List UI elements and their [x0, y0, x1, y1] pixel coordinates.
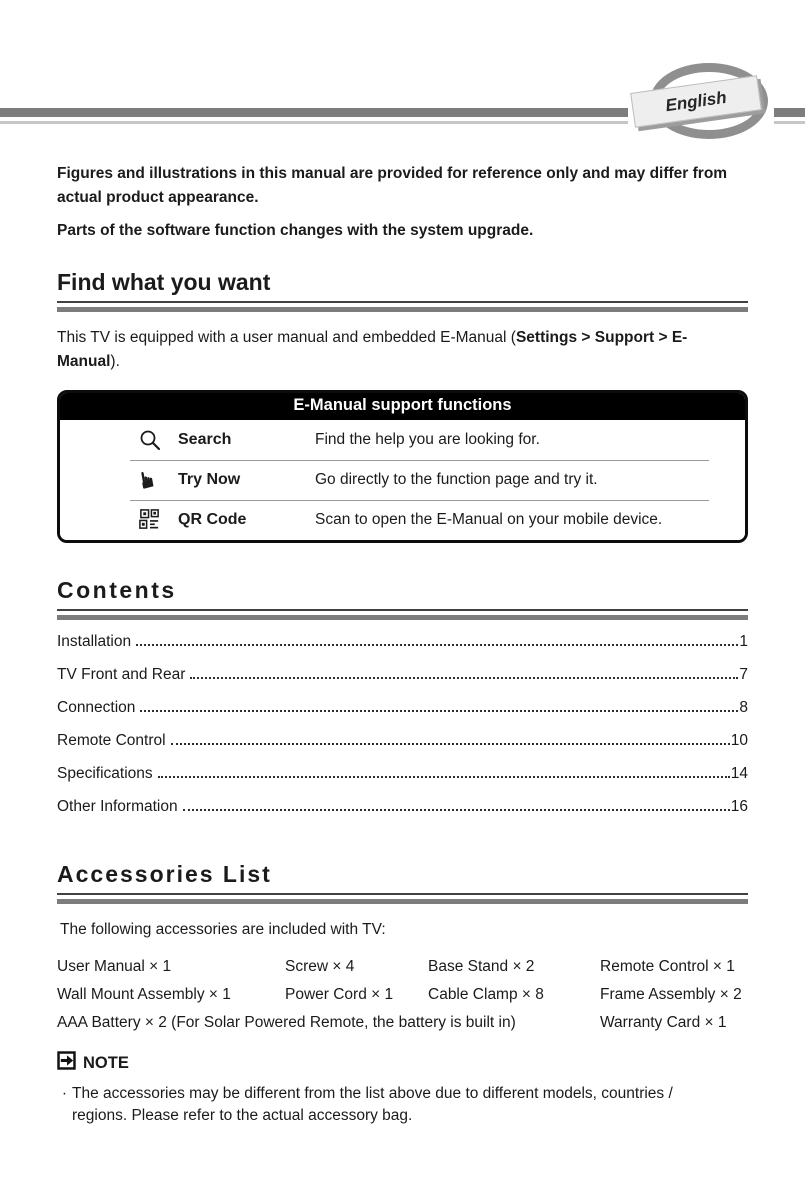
table-row: [60, 460, 745, 500]
accessory-item: User Manual × 1: [57, 958, 172, 975]
section-title-contents: Contents: [57, 576, 177, 603]
toc-entry: [57, 798, 748, 831]
toc-page-number: 1: [739, 632, 748, 650]
accessory-item: Screw × 4: [285, 958, 355, 975]
section-title-accessories-list: Accessories List: [57, 860, 272, 887]
qr-code-icon: [138, 508, 178, 531]
note-title: NOTE: [83, 1053, 129, 1072]
toc-label: Specifications: [57, 764, 153, 782]
toc-page-number: 7: [739, 665, 748, 683]
hand-pointer-icon: ☛: [133, 467, 163, 493]
body-text-bold-path: Settings > Support > E-Manual: [57, 329, 688, 370]
toc-dot-leader: [171, 743, 730, 745]
note-bullet-item: [57, 1083, 748, 1127]
table-row-label: Search: [178, 430, 232, 448]
toc-dot-leader: [190, 677, 738, 679]
accessory-item: Wall Mount Assembly × 1: [57, 986, 231, 1003]
body-text-suffix: ).: [110, 353, 120, 370]
note-block: [57, 1051, 748, 1127]
toc-dot-leader: [136, 644, 738, 646]
accessories-intro: The following accessories are included with TV:: [60, 920, 386, 938]
accessory-item: Frame Assembly × 2: [600, 986, 742, 1003]
toc-entry: [57, 633, 748, 666]
note-text: The accessories may be different from the list above due to different models, countries / regions. Please refer to the actual accessory bag.: [72, 1085, 673, 1124]
intro-block: [57, 162, 748, 243]
heading-rule: [57, 893, 748, 905]
bullet-dot: ·: [61, 1085, 68, 1102]
find-section-body: [57, 326, 748, 374]
heading-rule: [57, 609, 748, 621]
accessory-item: Warranty Card × 1: [600, 1014, 727, 1031]
table-row-label: QR Code: [178, 510, 247, 528]
toc-label: Installation: [57, 632, 132, 650]
table-row: [60, 420, 745, 460]
toc-entry: [57, 732, 748, 765]
toc-page-number: 8: [739, 698, 748, 716]
accessory-item: Cable Clamp × 8: [428, 986, 544, 1003]
accessories-grid: [57, 956, 748, 1034]
table-row-description: Scan to open the E-Manual on your mobile device.: [315, 510, 663, 528]
section-title-find-what-you-want: Find what you want: [57, 269, 271, 295]
note-arrow-box-icon: [57, 1051, 76, 1075]
table-row-description: Go directly to the function page and try it.: [315, 470, 598, 488]
page-content: [57, 0, 748, 1127]
toc-page-number: 10: [730, 731, 748, 749]
toc-page-number: 16: [730, 797, 748, 815]
toc-entry: [57, 699, 748, 732]
badge-label: English: [630, 75, 762, 127]
toc-label: Remote Control: [57, 731, 166, 749]
table-header: E-Manual support functions: [60, 393, 745, 420]
emanual-support-table: [57, 390, 748, 543]
accessory-item: Power Cord × 1: [285, 986, 394, 1003]
toc-label: Other Information: [57, 797, 178, 815]
table-row-description: Find the help you are looking for.: [315, 430, 540, 448]
toc-label: Connection: [57, 698, 136, 716]
accessory-item: AAA Battery × 2 (For Solar Powered Remote, the battery is built in): [57, 1014, 516, 1031]
toc-entry: [57, 765, 748, 798]
table-of-contents: [57, 633, 748, 831]
toc-label: TV Front and Rear: [57, 665, 186, 683]
intro-paragraph-1: Figures and illustrations in this manual are provided for reference only and may differ from actual product appearance.: [57, 165, 728, 206]
note-header: [57, 1051, 748, 1075]
toc-dot-leader: [140, 710, 738, 712]
search-icon: [138, 428, 178, 452]
toc-dot-leader: [183, 809, 730, 811]
toc-page-number: 14: [730, 764, 748, 782]
accessory-item: Remote Control × 1: [600, 958, 735, 975]
accessory-item: Base Stand × 2: [428, 958, 535, 975]
table-row: [60, 500, 745, 540]
body-text-prefix: This TV is equipped with a user manual and embedded E-Manual (: [57, 329, 516, 346]
table-row-label: Try Now: [178, 470, 241, 488]
heading-rule: [57, 301, 748, 313]
toc-entry: [57, 666, 748, 699]
toc-dot-leader: [158, 776, 730, 778]
intro-paragraph-2: Parts of the software function changes with the system upgrade.: [57, 222, 534, 239]
